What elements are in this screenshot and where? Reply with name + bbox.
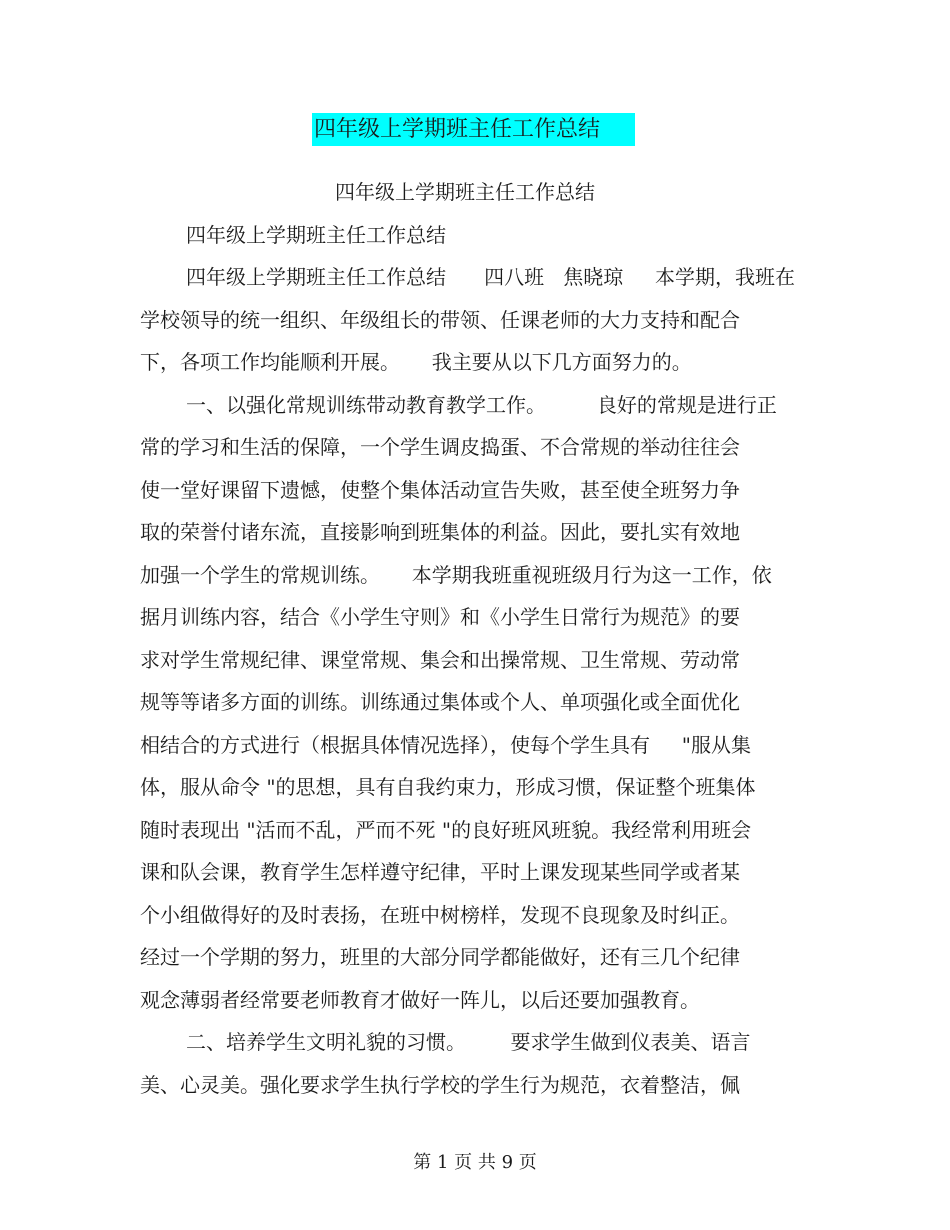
page-footer: 第 1 页 共 9 页 <box>413 1152 537 1173</box>
body-line: 下，各项工作均能顺利开展。 我主要从以下几方面努力的。 <box>140 350 692 374</box>
body-line: 规等等诸多方面的训练。训练通过集体或个人、单项强化或全面优化 <box>140 690 740 714</box>
body-line: 个小组做得好的及时表扬，在班中树榜样，发现不良现象及时纠正。 <box>140 903 740 927</box>
body-line: 观念薄弱者经常要老师教育才做好一阵儿，以后还要加强教育。 <box>140 988 700 1012</box>
body-line: 常的学习和生活的保障，一个学生调皮捣蛋、不合常规的举动往往会 <box>140 435 740 459</box>
body-line: 相结合的方式进行（根据具体情况选择），使每个学生具有 "服从集 <box>140 733 751 757</box>
body-line: 使一堂好课留下遗憾，使整个集体活动宣告失败，甚至使全班努力争 <box>140 478 740 502</box>
body-line: 四年级上学期班主任工作总结 四八班 焦晓琼 本学期，我班在 <box>186 265 796 289</box>
body-line: 二、培养学生文明礼貌的习惯。 要求学生做到仪表美、语言 <box>186 1030 751 1054</box>
body-line: 取的荣誉付诸东流，直接影响到班集体的利益。因此，要扎实有效地 <box>140 520 740 544</box>
body-line: 经过一个学期的努力，班里的大部分同学都能做好，还有三几个纪律 <box>140 945 740 969</box>
body-line: 课和队会课，教育学生怎样遵守纪律，平时上课发现某些同学或者某 <box>140 860 740 884</box>
body-line: 一、以强化常规训练带动教育教学工作。 良好的常规是进行正 <box>186 393 777 417</box>
document-title: 四年级上学期班主任工作总结 <box>314 117 601 142</box>
body-line: 四年级上学期班主任工作总结 <box>186 223 446 247</box>
body-line: 据月训练内容，结合《小学生守则》和《小学生日常行为规范》的要 <box>140 605 740 629</box>
body-line: 随时表现出 "活而不乱，严而不死 "的良好班风班貌。我经常利用班会 <box>140 818 752 842</box>
body-line: 求对学生常规纪律、课堂常规、集会和出操常规、卫生常规、劳动常 <box>140 648 740 672</box>
body-line: 美、心灵美。强化要求学生执行学校的学生行为规范，衣着整洁，佩 <box>140 1073 740 1097</box>
body-line: 学校领导的统一组织、年级组长的带领、任课老师的大力支持和配合 <box>140 308 740 332</box>
body-line: 体，服从命令 "的思想，具有自我约束力，形成习惯，保证整个班集体 <box>140 775 756 799</box>
body-line: 加强一个学生的常规训练。 本学期我班重视班级月行为这一工作，依 <box>140 563 772 587</box>
document-subtitle: 四年级上学期班主任工作总结 <box>335 180 595 204</box>
